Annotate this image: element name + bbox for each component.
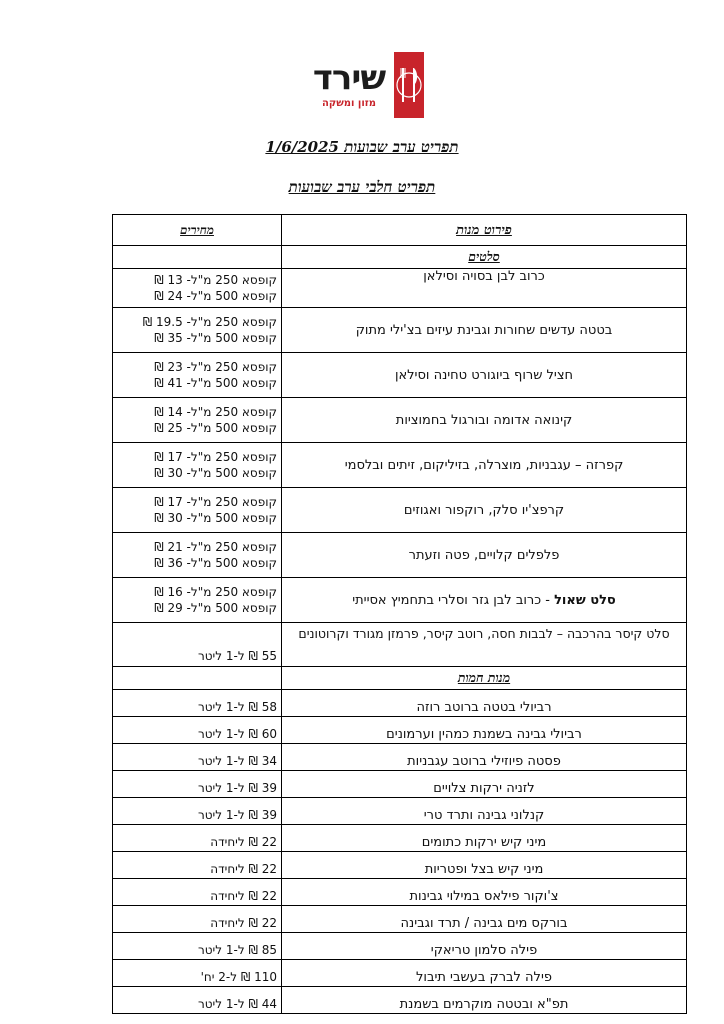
table-row: [113, 771, 687, 798]
table-row: [113, 717, 687, 744]
table-row: [113, 308, 687, 353]
price-500: קופסא 500 מ"ל- 29 ₪: [154, 601, 277, 615]
price-500: קופסא 500 מ"ל- 24 ₪: [154, 289, 277, 303]
dish-name: סלט קיסר בהרכבה – לבבות חסה, רוטב קיסר, פרמזן מגורד וקרוטונים: [282, 623, 687, 667]
price-cell: 22 ₪ ליחידה: [113, 906, 282, 933]
table-row: [113, 623, 687, 667]
price-500: קופסא 500 מ"ל- 36 ₪: [154, 556, 277, 570]
table-row: [113, 690, 687, 717]
price-cell: 55 ₪ ל-1 ליטר: [113, 623, 282, 667]
table-row: [113, 933, 687, 960]
price-cell: 44 ₪ ל-1 ליטר: [113, 987, 282, 1014]
dish-name: קפרזה – עגבניות, מוצרלה, בזיליקום, זיתים ובלסמי: [282, 443, 687, 488]
logo-tagline: מזון ומשקה: [321, 98, 377, 109]
price-cell: [113, 488, 282, 533]
dish-name: פילה לברק בעשבי תיבול: [282, 960, 687, 987]
dish-name: חציל שרוף ביוגורט טחינה וסילאן: [282, 353, 687, 398]
price-cell: [113, 398, 282, 443]
menu-subtitle: תפריט חלבי ערב שבועות: [288, 178, 436, 196]
price-cell: 22 ₪ ליחידה: [113, 879, 282, 906]
dish-name: [282, 578, 687, 623]
table-row: [113, 533, 687, 578]
logo: [304, 52, 424, 118]
table-row: [113, 798, 687, 825]
dish-name: כרוב לבן בסויה וסילאן: [282, 269, 687, 308]
price-cell: 110 ₪ ל-2 יח': [113, 960, 282, 987]
header-dish: פירוט מנות: [282, 215, 687, 246]
price-500: קופסא 500 מ"ל- 35 ₪: [154, 331, 277, 345]
price-cell: 39 ₪ ל-1 ליטר: [113, 771, 282, 798]
dish-name: פלפלים קלויים, פטה וזעתר: [282, 533, 687, 578]
dish-name: קנלוני גבינה ותרד טרי: [282, 798, 687, 825]
dish-name: רביולי בטטה ברוטב רוזה: [282, 690, 687, 717]
price-500: קופסא 500 מ"ל- 25 ₪: [154, 421, 277, 435]
category-row: [113, 667, 687, 690]
price-500: קופסא 500 מ"ל- 41 ₪: [154, 376, 277, 390]
dish-name: לזניה ירקות צלויים: [282, 771, 687, 798]
menu-table: [112, 214, 687, 1014]
price-cell: [113, 443, 282, 488]
table-row: [113, 987, 687, 1014]
price-250: קופסא 250 מ"ל- 13 ₪: [154, 273, 277, 287]
dish-name: צ'וקור פילאס במילוי גבינות: [282, 879, 687, 906]
category-row: [113, 246, 687, 269]
table-row: [113, 578, 687, 623]
dish-name: תפ"א ובטטה מוקרמים בשמנת: [282, 987, 687, 1014]
price-250: קופסא 250 מ"ל- 19.5 ₪: [142, 315, 277, 329]
dish-name: מיני קיש ירקות כתומים: [282, 825, 687, 852]
dish-name-rest: - כרוב לבן גזר וסלרי בתחמיץ אסייתי: [352, 592, 555, 608]
price-cell: 22 ₪ ליחידה: [113, 825, 282, 852]
dish-name: פילה סלמון טריאקי: [282, 933, 687, 960]
category-salads: סלטים: [282, 246, 687, 269]
price-cell: 39 ₪ ל-1 ליטר: [113, 798, 282, 825]
table-row: [113, 353, 687, 398]
table-row: [113, 488, 687, 533]
category-hot: מנות חמות: [282, 667, 687, 690]
price-cell: [113, 269, 282, 308]
table-row: [113, 906, 687, 933]
price-250: קופסא 250 מ"ל- 16 ₪: [154, 585, 277, 599]
price-cell: [113, 533, 282, 578]
price-250: קופסא 250 מ"ל- 17 ₪: [154, 495, 277, 509]
dish-name: קרפצ'יו סלק, רוקפור ואגוזים: [282, 488, 687, 533]
fork-knife-icon: [394, 52, 424, 118]
table-row: [113, 879, 687, 906]
dish-name: רביולי גבינה בשמנת כמהין וערמונים: [282, 717, 687, 744]
table-header-row: [113, 215, 687, 246]
dish-name: קינואה אדומה ובורגול בחמוציות: [282, 398, 687, 443]
table-row: [113, 269, 687, 308]
table-row: [113, 852, 687, 879]
price-250: קופסא 250 מ"ל- 21 ₪: [154, 540, 277, 554]
header-price: מחירים: [113, 215, 282, 246]
price-500: קופסא 500 מ"ל- 30 ₪: [154, 466, 277, 480]
dish-name: בטטה עדשים שחורות וגבינת עיזים בצ'ילי מתוק: [282, 308, 687, 353]
price-cell: 58 ₪ ל-1 ליטר: [113, 690, 282, 717]
price-250: קופסא 250 מ"ל- 17 ₪: [154, 450, 277, 464]
price-cell: 85 ₪ ל-1 ליטר: [113, 933, 282, 960]
price-500: קופסא 500 מ"ל- 30 ₪: [154, 511, 277, 525]
dish-name: מיני קיש בצל ופטריות: [282, 852, 687, 879]
price-250: קופסא 250 מ"ל- 23 ₪: [154, 360, 277, 374]
table-row: [113, 825, 687, 852]
table-row: [113, 744, 687, 771]
dish-name: בורקס מים גבינה / תרד וגבינה: [282, 906, 687, 933]
price-cell: 34 ₪ ל-1 ליטר: [113, 744, 282, 771]
table-row: [113, 398, 687, 443]
table-row: [113, 443, 687, 488]
price-cell: [113, 578, 282, 623]
logo-name: שירד: [312, 58, 386, 98]
price-cell: [113, 308, 282, 353]
dish-name: פסטה פיוזילי ברוטב עגבניות: [282, 744, 687, 771]
menu-title: תפריט ערב שבועות 1/6/2025: [265, 138, 459, 156]
price-cell: 22 ₪ ליחידה: [113, 852, 282, 879]
price-cell: [113, 353, 282, 398]
dish-name-bold: סלט שאול: [554, 592, 616, 608]
table-row: [113, 960, 687, 987]
price-cell: 60 ₪ ל-1 ליטר: [113, 717, 282, 744]
price-250: קופסא 250 מ"ל- 14 ₪: [154, 405, 277, 419]
